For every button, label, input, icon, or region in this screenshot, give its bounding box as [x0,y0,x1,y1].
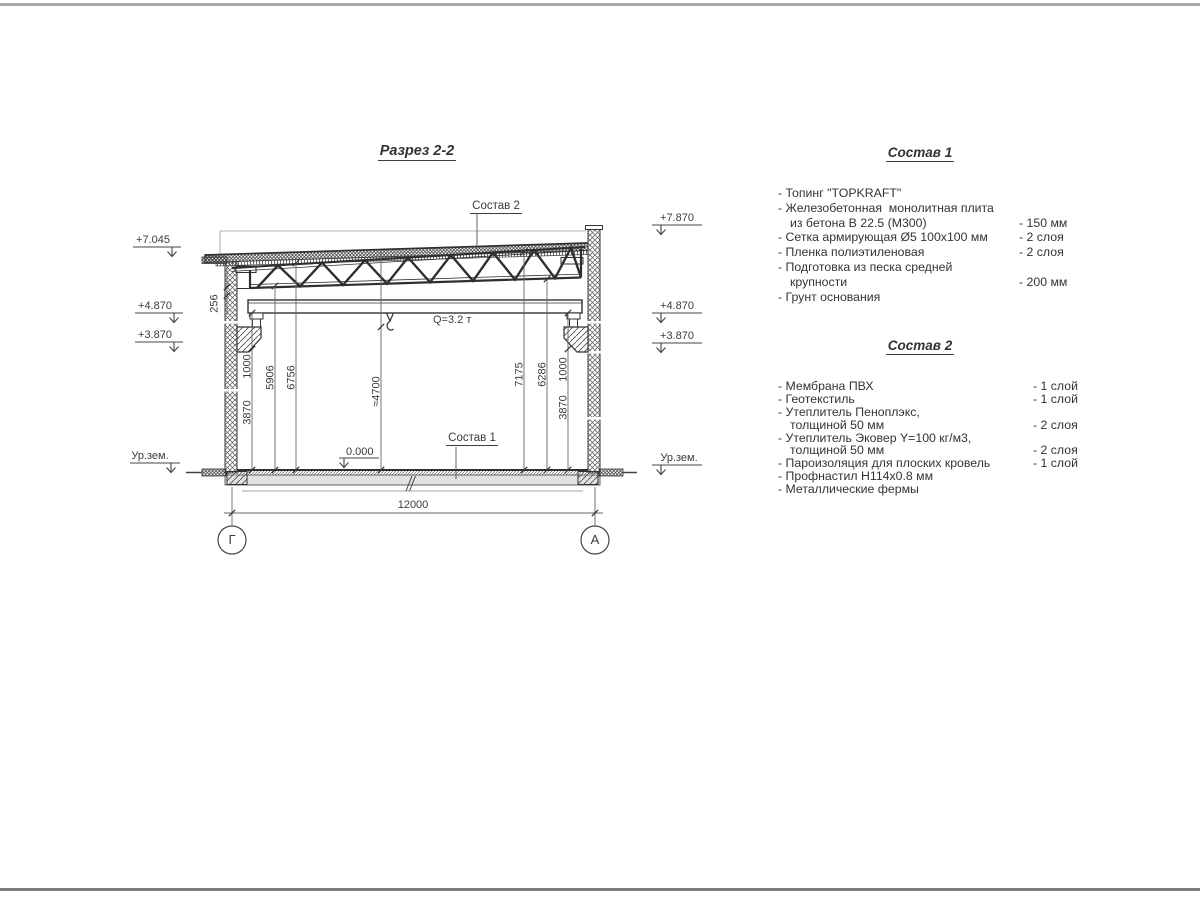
item-text: - Металлические фермы [778,482,919,497]
callout-sostav2: Состав 2 [472,200,520,212]
item-text: толщиной 50 мм [790,417,885,432]
elevation-right-ground: Ур.зем. [660,452,698,464]
item-text: - Мембрана ПВХ [778,379,874,393]
item-value: - 2 слоя [1033,443,1078,458]
item-value: - 2 слоя [1019,245,1064,260]
crane-beam [237,300,588,352]
elevation-left-roof: +7.045 [136,234,170,246]
elevation-left-crane: +4.870 [138,300,172,312]
dim-left-1000: 1000 [241,353,254,379]
roof-edge-bracket [202,257,227,264]
list-item [778,230,1094,245]
item-value: - 150 мм [1019,215,1068,230]
parapet-cap [586,226,603,230]
dim-5906: 5906 [264,364,277,390]
dim-right-1000: 1000 [557,356,570,382]
elevation-left-corbel: +3.870 [138,329,172,341]
sostav2-heading: Состав 2 [887,338,953,353]
item-text: из бетона В 22.5 (М300) [790,215,927,230]
list-item [778,483,1094,496]
sostav2-list [778,380,1094,496]
axes [218,526,609,554]
dim-6286: 6286 [536,361,549,387]
sostav1-list [778,186,1094,304]
list-item [778,216,1094,231]
item-text: - Пленка полиэтиленовая [778,245,925,260]
axis-label-right: А [590,532,600,547]
item-text: - Сетка армирующая Ø5 100х100 мм [778,230,988,245]
item-text: - Утеплитель Пеноплэкс, [778,404,920,419]
item-text: - Пароизоляция для плоских кровель [778,456,991,471]
sostav1-heading: Состав 1 [887,145,953,160]
elevation-right-roof: +7.870 [660,212,694,224]
dim-256: 256 [208,293,221,313]
list-item [778,260,1094,275]
crane-capacity-label: Q=3.2 т [433,314,472,326]
item-value: - 2 слоя [1019,230,1064,245]
dim-hook-4700: ≈4700 [370,375,383,407]
list-item [778,201,1094,216]
list-item [778,275,1094,290]
item-text: толщиной 50 мм [790,443,885,458]
item-text: - Железобетонная монолитная плита [778,200,994,215]
item-text: - Подготовка из песка средней [778,259,953,274]
zero-level-label: 0.000 [346,446,374,458]
left-foundation [227,472,247,485]
list-item [778,245,1094,260]
drawing-title: Разрез 2-2 [379,143,455,159]
elevation-right-crane: +4.870 [660,300,694,312]
right-foundation [578,472,598,485]
item-text: - Грунт основания [778,289,881,304]
item-value: - 1 слой [1033,391,1078,406]
callout-sostav1: Состав 1 [448,432,496,444]
dim-7175: 7175 [513,361,526,387]
elevation-left-ground: Ур.зем. [131,450,169,462]
item-value: - 200 мм [1019,274,1068,289]
item-value: - 2 слоя [1033,417,1078,432]
item-value: - 1 слой [1033,456,1078,471]
elevation-right-corbel: +3.870 [660,330,694,342]
item-text: - Топинг "TOPKRAFT" [778,186,902,200]
dim-right-3870: 3870 [557,394,570,420]
axis-label-left: Г [228,532,236,547]
list-item [778,186,1094,201]
list-item [778,290,1094,305]
item-text: - Утеплитель Эковер Y=100 кг/м3, [778,430,972,445]
item-text: крупности [790,274,848,289]
crane-hook-icon [387,313,394,330]
dim-left-3870: 3870 [241,399,254,425]
item-text: - Геотекстиль [778,391,855,406]
list-item [778,406,1094,419]
floor [186,469,637,491]
item-text: - Профнастил Н114х0.8 мм [778,469,934,484]
dim-6756: 6756 [285,364,298,390]
span-dimension: 12000 [397,499,429,511]
item-value: - 1 слой [1033,379,1078,393]
